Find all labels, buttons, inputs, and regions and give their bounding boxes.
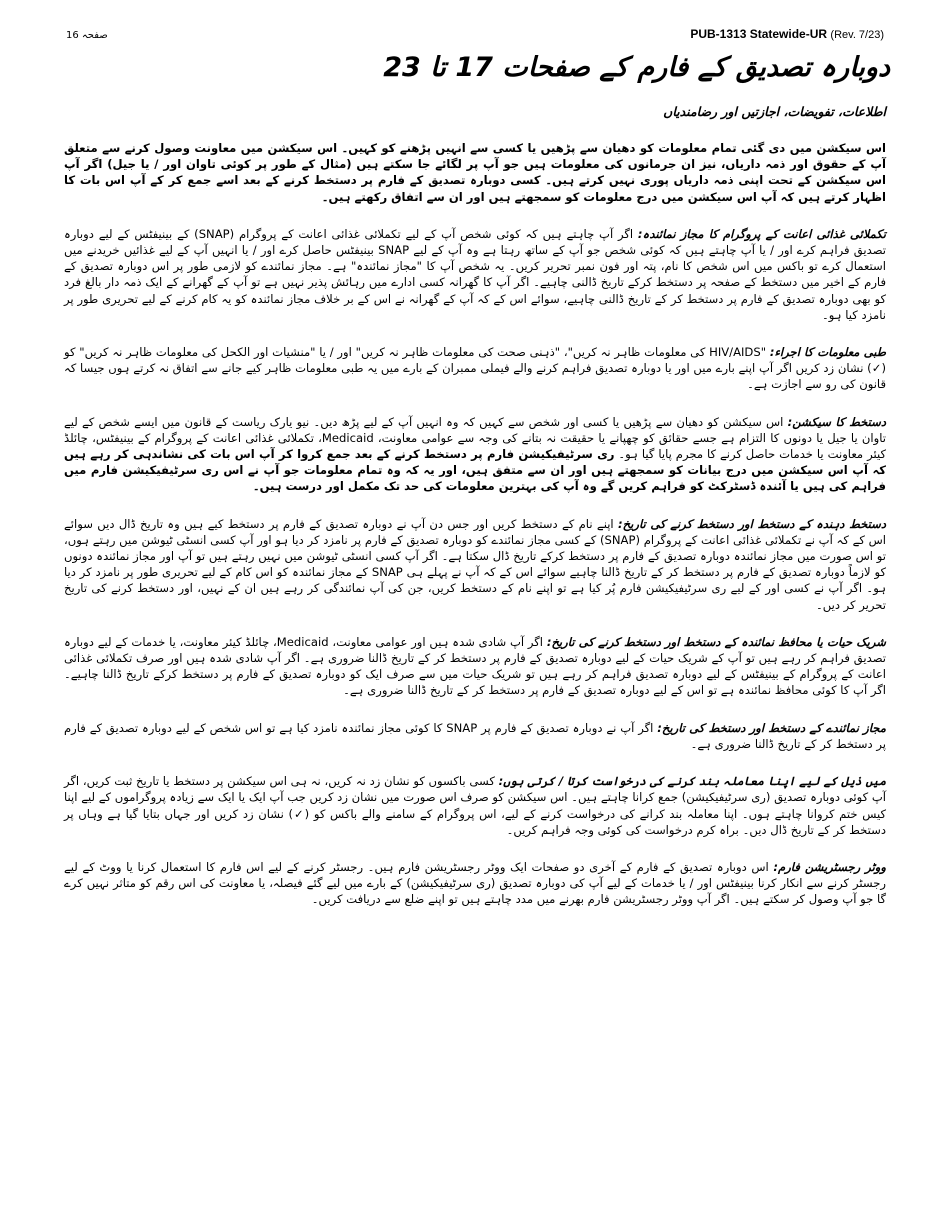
section-close-case: [64, 773, 886, 838]
section-body: اس دوبارہ تصدیق کے فارم کے آخری دو صفحات ایک ووٹر رجسٹریشن فارم ہیں۔ رجسٹر کرنے کے لیے اس فارم کا استعمال کرنا یا ووٹ کے لیے رجسٹر کرنے سے انکار کرنا بینیفٹس اور / یا خدمات کے لیے آپ کی دوبارہ تصدیق (ری سرٹیفیکیشن) کے بارے میں لیے گئے فیصلہ، یا معاونت کی اس رقم کو متاثر نہیں کرے گا جو آپ وصول کر سکتے ہیں۔ اگر آپ ووٹر رجسٹریشن فارم بھرنے میں مدد چاہتے ہیں تو اپنے ضلع سے دریافت کریں۔: [64, 859, 886, 907]
intro-paragraph: اس سیکشن میں دی گئی تمام معلومات کو دھیان سے پڑھیں یا کسی سے انہیں پڑھنے کو کہیں۔ اس سیکشن میں معاونت وصول کرنے سے متعلق آپ کے حقوق اور ذمہ داریاں، نیز ان جرمانوں کی معلومات ہیں جو آپ پر لگائے جا سکتے ہیں (مثال کے طور پر کوئی تاوان اور / یا جیل) اگر آپ اس سیکشن کے تحت اپنی ذمہ داریاں پوری نہیں کرتے ہیں۔ کسی دوبارہ تصدیق کے فارم پر دستخط کرنے کے بعد اسے جمع کر کے آپ اس بات کا اظہار کرتے ہیں کہ آپ اس سیکشن میں درج معلومات کو سمجھتے ہیں اور ان سے اتفاق رکھتے ہیں۔: [64, 141, 886, 204]
page-number: صفحہ 16: [66, 30, 108, 41]
section-heading: دستخط دہندہ کے دستخط اور دستخط کرنے کی تاریخ:: [618, 516, 886, 531]
section-heading: تکملائی غذائی اعانت کے پروگرام کا مجاز نمائندہ:: [637, 226, 886, 241]
section-medical-release: [64, 344, 886, 393]
section-heading: میں ذیل کے لیے اپنا معاملہ بند کرنے کی درخواست کرتا / کرتی ہوں:: [498, 774, 887, 789]
form-id: [690, 27, 884, 41]
section-heading: طبی معلومات کا اجراء:: [769, 345, 886, 360]
form-revision: (Rev. 7/23): [830, 29, 884, 41]
section-voter-registration: [64, 859, 886, 908]
section-signer-date: [64, 516, 886, 613]
document-body: [64, 140, 886, 929]
section-heading: ووٹر رجسٹریشن فارم:: [773, 859, 887, 874]
section-body: اگر آپ نے دوبارہ تصدیق کے فارم پر SNAP کا کوئی مجاز نمائندہ نامزد کیا ہے تو اس شخص کے لیے دوبارہ تصدیق کے فارم پر دستخط کر کے تاریخ ڈالنا ضروری ہے۔: [64, 720, 886, 751]
page-subtitle: اطلاعات، تفویضات، اجازتیں اور رضامندیاں: [663, 104, 886, 119]
section-spouse-guardian: [64, 634, 886, 699]
section-body: اگر آپ چاہتے ہیں کہ کوئی شخص آپ کے لیے تکملائی غذائی اعانت کے پروگرام (SNAP) کے بینیفٹس کے لیے دوبارہ تصدیق فراہم کرے اور / یا آپ چاہتے ہیں کہ کوئی شخص جو آپ کے ساتھ رہتا ہے وہ آپ کے لیے SNAP بینیفٹس حاصل کرے اور / یا انہیں آپ کے لیے غذائیں خریدنے میں استعمال کرے تو باکس میں اس شخص کا نام، پتہ اور فون نمبر تحریر کریں۔ یہ شخص آپ کا "مجاز نمائندہ" ہے۔ مجاز نمائندے کو لازمی طور پر اس دوبارہ تصدیق کے فارم کے اخیر میں دستخط کے صفحہ پر دستخط کرکے تاریخ ڈالنی چاہیے۔ اگر آپ کا گھرانہ کسی ادارے میں رہائش پذیر نہیں ہے تو آپ کے گھرانے کے ایک ذمہ دار بالغ فرد کو بھی دوبارہ تصدیق کے فارم پر دستخط کر کے تاریخ ڈالنی چاہیے، سوائے اس کے کہ آپ کے گھرانہ نے اس کے بر خلاف مجاز نمائندہ کو یہ کام کرنے کے لیے تحریری طور پر نامزد کیا ہو۔: [64, 226, 886, 322]
section-body: اگر آپ شادی شدہ ہیں اور عوامی معاونت، Medicaid، چائلڈ کیئر معاونت، یا خدمات کے لیے دوبارہ تصدیق فراہم کر رہے ہیں تو آپ کے شریک حیات کے لیے دوبارہ تصدیق کے فارم پر دستخط کر کے تاریخ ڈالنا ضروری ہے۔ اگر آپ شادی شدہ ہیں اور صرف تکملائی غذائی اعانت کے پروگرام کے بینیفٹس کے لیے دوبارہ تصدیق فراہم کر رہے ہیں تو شریک حیات میں سے صرف ایک کو دوبارہ تصدیق کے فارم پر دستخط کرکے تاریخ ڈالنا چاہیے۔ اگر آپ کا کوئی محافظ نمائندہ ہے تو اس کے لیے دوبارہ تصدیق کے فارم پر دستخط کر کے تاریخ ڈالنا ضروری ہے۔: [64, 634, 886, 698]
section-heading: مجاز نمائندے کے دستخط اور دستخط کی تاریخ:: [657, 720, 886, 735]
section-snap-representative: [64, 226, 886, 323]
section-heading: دستخط کا سیکشن:: [787, 414, 886, 429]
section-body: کسی باکسوں کو نشان زد نہ کریں، نہ ہی اس سیکشن پر دستخط یا تاریخ ثبت کریں، اگر آپ کوئی دوبارہ تصدیق (ری سرٹیفیکیشن) جمع کرانا چاہتے ہیں۔ اس سیکشن کو صرف اس صورت میں نشان زد کریں جب آپ ایک یا ایک سے زیادہ پروگراموں کے لیے اپنا کیس ختم کروانا چاہتے ہوں۔ اپنا معاملہ بند کرانے کی درخواست کرنے کے لیے، اس پروگرام کے سامنے والے باکس کو (✓) نشان زد کریں اور جہاں بتایا گیا ہے وہاں پر دستخط کر کے تاریخ ڈال دیں۔ براہ کرم درخواست کی کوئی وجہ فراہم کریں۔: [64, 774, 886, 837]
section-body: "HIV/AIDS کی معلومات ظاہر نہ کریں"، "ذہنی صحت کی معلومات ظاہر نہ کریں" اور / یا "منشیات اور الکحل کی معلومات ظاہر نہ کریں" کو (✓) نشان زد کریں اگر آپ اپنے بارے میں اور یا دوبارہ تصدیق فراہم کرنے والے فیملی ممبران کے بارے میں یہ طبی معلومات ظاہر کیے جانے سے اتفاق نہ کرتے ہوں جیسا کہ قانون کی رو سے اجازت ہے۔: [64, 345, 886, 392]
section-body: اپنے نام کے دستخط کریں اور جس دن آپ نے دوبارہ تصدیق کے فارم پر دستخط کیے ہیں وہ تاریخ ڈال دیں سوائے اس کے کہ آپ نے تکملائی غذائی اعانت کے پروگرام (SNAP) کے کسی مجاز نمائندے کو دوبارہ تصدیق کے فارم پر نامزد کر دیا ہو اور آپ کسی انسٹی ٹیوشن میں رہتے ہوں، تو اس صورت میں مجاز نمائندہ دوبارہ تصدیق کے فارم پر دستخط کرکے تاریخ ڈال سکتا ہے۔ اگر آپ کسی انسٹی ٹیوشن میں نہیں رہتے ہیں تو آپ اور مجاز نمائندہ دونوں کو لازماً دوبارہ تصدیق کے فارم پر دستخط کر کے تاریخ ڈالنا چاہیے سوائے اس کے کہ آپ نے پہلے ہی SNAP کے مجاز نمائندہ کو اس کام کے لیے تحریری طور پر نامزد کر دیا ہو۔ اگر آپ نے کسی اور کے لیے ری سرٹیفیکیشن فارم پُر کیا ہے تو اپنے نام کے دستخط کریں، جن کی آپ نمائندگی کر رہے ہیں ان کے نہیں، اور دستخط کرنے کی تاریخ تحریر کر دیں۔: [64, 516, 886, 612]
page-title: دوبارہ تصدیق کے فارم کے صفحات 17 تا 23: [383, 52, 890, 83]
section-authorized-rep: [64, 720, 886, 752]
section-body-bold: ری سرٹیفیکیشن فارم پر دستخط کرنے کے بعد جمع کروا کر آپ اس بات کی نشاندہی کر رہے ہیں کہ آپ اس سیکشن میں درج بیانات کو سمجھتے ہیں اور ان سے متفق ہیں، اور یہ کہ وہ تمام معلومات جو آپ نے اس ری سرٹیفیکیشن فارم میں فراہم کی ہیں یا آئندہ ڈسٹرکٹ کو فراہم کریں گے وہ آپ کی بہترین معلومات کی حد تک مکمل اور درست ہیں۔: [64, 447, 886, 494]
form-code: PUB-1313 Statewide-UR: [690, 27, 828, 41]
section-heading: شریک حیات یا محافظ نمائندہ کے دستخط اور دستخط کرنے کی تاریخ:: [546, 634, 887, 649]
section-body: اس سیکشن کو دھیان سے پڑھیں یا کسی اور شخص سے کہیں کہ وہ انہیں آپ کے لیے پڑھ دیں۔ نیو یارک ریاست کے قانون میں ایسے شخص کے لیے تاوان یا جیل یا دونوں کا التزام ہے جسے حقائق کو چھپانے یا حقیقت نہ بتانے کی وجہ سے عوامی معاونت، Medicaid، تکملائی غذائی اعانت کے پروگرام کے بینیفٹس، چائلڈ کیئر معاونت یا خدمات حاصل کرنے کا مجرم پایا گیا ہو۔: [64, 414, 886, 462]
section-signature: [64, 414, 886, 495]
